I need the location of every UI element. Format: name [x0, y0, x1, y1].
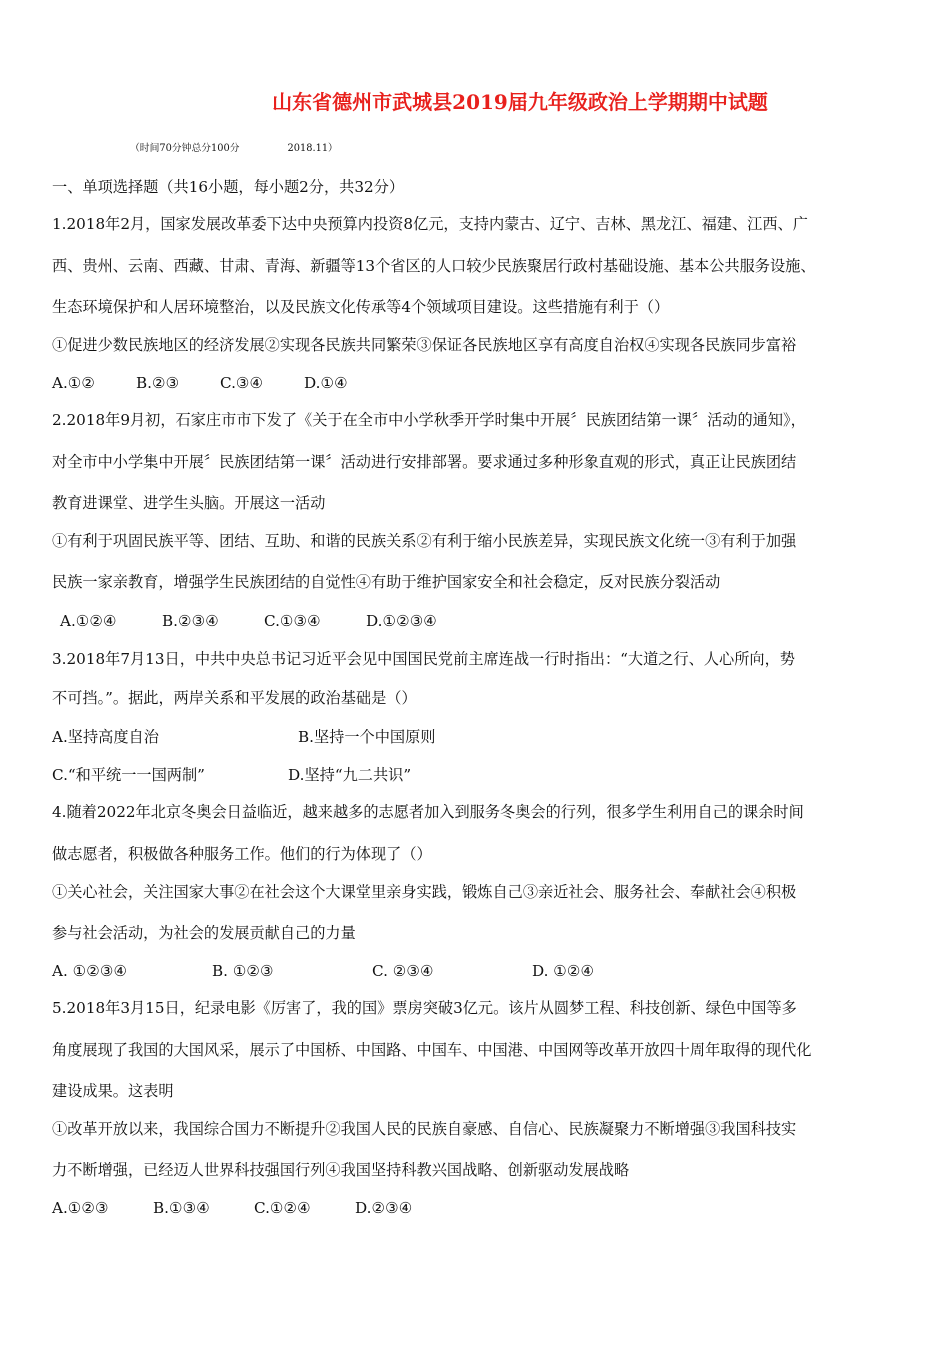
question-2-line-1: 2.2018年9月初，石家庄市市下发了《关于在全市中小学秋季开学时集中开展〞民族团结第一课〞活动的通知》， — [52, 411, 806, 429]
option-d: D. ①②④ — [532, 962, 595, 980]
question-4-line-2: 做志愿者，积极做各种服务工作。他们的行为体现了（） — [52, 845, 432, 863]
question-4-line-4: 参与社会活动，为社会的发展贡献自己的力量 — [52, 924, 356, 942]
question-1-line-2: 西、贵州、云南、西藏、甘肃、青海、新疆等13个省区的人口较少民族聚居行政村基础设施、基本公共服务设施、 — [52, 257, 816, 275]
question-2-options — [60, 611, 920, 631]
question-4-line-1: 4.随着2022年北京冬奥会日益临近，越来越多的志愿者加入到服务冬奥会的行列，很多学生利用自己的课余时间 — [52, 803, 804, 821]
option-d: D.坚持“九二共识” — [288, 766, 412, 784]
question-3-options-row-2 — [52, 765, 912, 785]
question-5-options — [52, 1198, 912, 1218]
question-5-line-3: 建设成果。这表明 — [52, 1082, 174, 1100]
question-2-line-5: 民族一家亲教育，增强学生民族团结的自觉性④有助于维护国家安全和社会稳定，反对民族分裂活动 — [52, 573, 721, 591]
option-d: D.①②③④ — [366, 612, 437, 630]
question-1-line-3: 生态环境保护和人居环境整治，以及民族文化传承等4个领域项目建设。这些措施有利于（） — [52, 298, 670, 316]
option-b: B.②③④ — [162, 612, 219, 630]
question-5-line-1: 5.2018年3月15日，纪录电影《厉害了，我的国》票房突破3亿元。该片从圆梦工程、科技创新、绿色中国等多 — [52, 999, 797, 1017]
exam-time: （时间70分钟总分100分 — [130, 143, 240, 154]
question-4-options — [52, 961, 912, 981]
question-2-line-3: 教育进课堂、进学生头脑。开展这一活动 — [52, 494, 326, 512]
option-c: C. ②③④ — [372, 962, 434, 980]
question-3-line-1: 3.2018年7月13日，中共中央总书记习近平会见中国国民党前主席连战一行时指出：“大道之行、人心所向，势 — [52, 650, 795, 668]
option-a: A.①②④ — [60, 612, 117, 630]
question-5-line-2: 角度展现了我国的大国风采，展示了中国桥、中国路、中国车、中国港、中国网等改革开放四十周年取得的现代化 — [52, 1041, 812, 1059]
question-2-line-2: 对全市中小学集中开展〞民族团结第一课〞活动进行安排部署。要求通过多种形象直观的形式，真正让民族团结 — [52, 453, 797, 471]
option-a: A. ①②③④ — [52, 962, 128, 980]
exam-date: 2018.11） — [287, 143, 338, 154]
question-1-options — [52, 373, 912, 393]
question-4-line-3: ①关心社会，关注国家大事②在社会这个大课堂里亲身实践，锻炼自己③亲近社会、服务社会、奉献社会④积极 — [52, 883, 797, 901]
question-3-options-row-1 — [52, 727, 912, 747]
exam-meta — [130, 139, 950, 159]
option-c: C.“和平统一一国两制” — [52, 766, 205, 784]
option-c: C.①②④ — [254, 1199, 311, 1217]
page-title: 山东省德州市武城县2019届九年级政治上学期期中试题 — [272, 90, 768, 114]
question-3-line-2: 不可挡。”。据此，两岸关系和平发展的政治基础是（） — [52, 689, 417, 707]
question-5-line-5: 力不断增强，已经迈人世界科技强国行列④我国坚持科教兴国战略、创新驱动发展战略 — [52, 1161, 630, 1179]
question-2-line-4: ①有利于巩固民族平等、团结、互助、和谐的民族关系②有利于缩小民族差异，实现民族文化统一③有利于加强 — [52, 532, 797, 550]
option-d: D.①④ — [304, 374, 348, 392]
option-a: A.①② — [52, 374, 96, 392]
option-b: B.①③④ — [153, 1199, 210, 1217]
option-c: C.①③④ — [264, 612, 321, 630]
option-b: B.②③ — [136, 374, 180, 392]
question-5-line-4: ①改革开放以来，我国综合国力不断提升②我国人民的民族自豪感、自信心、民族凝聚力不断增强③我国科技实 — [52, 1120, 797, 1138]
section-heading: 一、单项选择题（共16小题，每小题2分，共32分） — [52, 178, 405, 196]
option-d: D.②③④ — [355, 1199, 413, 1217]
option-a: A.①②③ — [52, 1199, 109, 1217]
option-a: A.坚持高度自治 — [52, 728, 159, 746]
option-c: C.③④ — [220, 374, 264, 392]
question-1-line-4: ①促进少数民族地区的经济发展②实现各民族共同繁荣③保证各民族地区享有高度自治权④实现各民族同步富裕 — [52, 336, 797, 354]
option-b: B.坚持一个中国原则 — [298, 728, 436, 746]
option-b: B. ①②③ — [212, 962, 274, 980]
question-1-line-1: 1.2018年2月，国家发展改革委下达中央预算内投资8亿元，支持内蒙古、辽宁、吉林、黑龙江、福建、江西、广 — [52, 215, 808, 233]
